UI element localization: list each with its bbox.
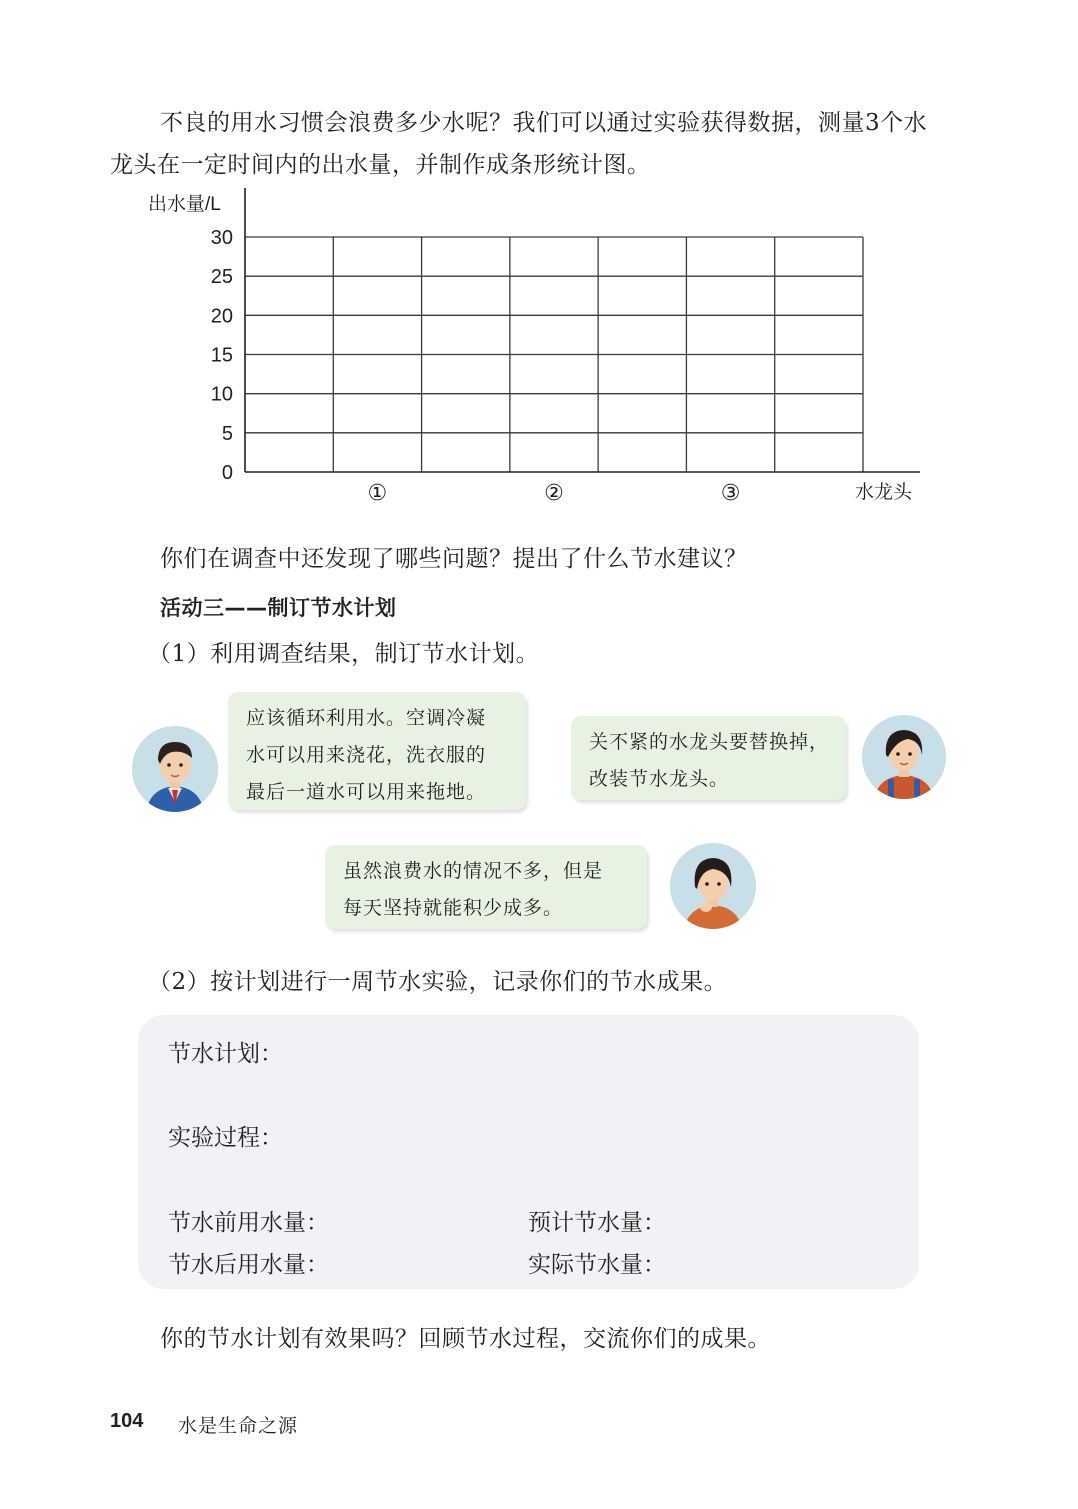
x-tick-label: ② — [544, 480, 564, 505]
bubble-line: 每天坚持就能积少成多。 — [343, 897, 564, 919]
bubble-line: 水可以用来浇花，洗衣服的 — [246, 744, 487, 766]
intro-line-2: 龙头在一定时间内的出水量，并制作成条形统计图。 — [110, 152, 651, 178]
record-actual-label: 实际节水量： — [528, 1252, 666, 1278]
y-tick-label: 10 — [210, 383, 233, 406]
intro-line-1: 不良的用水习惯会浪费多少水呢？我们可以通过实验获得数据，测量3个水 — [160, 110, 928, 136]
record-plan-label: 节水计划： — [168, 1041, 283, 1067]
record-after-label: 节水后用水量： — [168, 1252, 329, 1278]
record-process-label: 实验过程： — [168, 1125, 283, 1151]
x-tick-label: ③ — [720, 480, 741, 505]
x-axis-label: 水龙头 — [855, 482, 913, 503]
y-axis-label: 出水量/L — [148, 194, 221, 215]
girl-avatar-1 — [862, 715, 946, 799]
record-box — [138, 1015, 919, 1289]
y-tick-label: 5 — [221, 422, 233, 445]
page-number: 104 — [110, 1410, 144, 1432]
record-expected-label: 预计节水量： — [528, 1210, 666, 1236]
y-tick-label: 25 — [210, 266, 233, 289]
activity-title: 活动三——制订节水计划 — [160, 596, 397, 620]
activity-step-2: （2）按计划进行一周节水实验，记录你们的节水成果。 — [148, 969, 728, 995]
girl-speech-bubble-1 — [571, 716, 846, 800]
record-before-label: 节水前用水量： — [168, 1210, 329, 1236]
question-2: 你的节水计划有效果吗？回顾节水过程，交流你们的成果。 — [160, 1326, 771, 1352]
boy-speech-bubble — [228, 692, 526, 810]
y-tick-label: 0 — [221, 462, 233, 484]
girl-avatar-2 — [670, 843, 756, 929]
bubble-line: 最后一道水可以用来拖地。 — [246, 781, 487, 803]
girl-speech-bubble-2 — [325, 845, 647, 929]
activity-step-1: （1）利用调查结果，制订节水计划。 — [148, 641, 540, 667]
question-1: 你们在调查中还发现了哪些问题？提出了什么节水建议？ — [160, 546, 748, 572]
bar-chart — [130, 180, 930, 510]
y-tick-label: 30 — [210, 227, 233, 249]
chapter-title: 水是生命之源 — [178, 1415, 299, 1437]
bubble-line: 虽然浪费水的情况不多，但是 — [343, 860, 604, 882]
bubble-line: 关不紧的水龙头要替换掉， — [589, 731, 830, 753]
bubble-line: 改装节水龙头。 — [589, 768, 730, 790]
x-tick-label: ① — [367, 480, 388, 505]
boy-avatar — [132, 726, 218, 812]
y-tick-label: 20 — [210, 305, 233, 328]
y-tick-label: 15 — [210, 344, 233, 367]
bubble-line: 应该循环利用水。空调冷凝 — [246, 707, 487, 729]
